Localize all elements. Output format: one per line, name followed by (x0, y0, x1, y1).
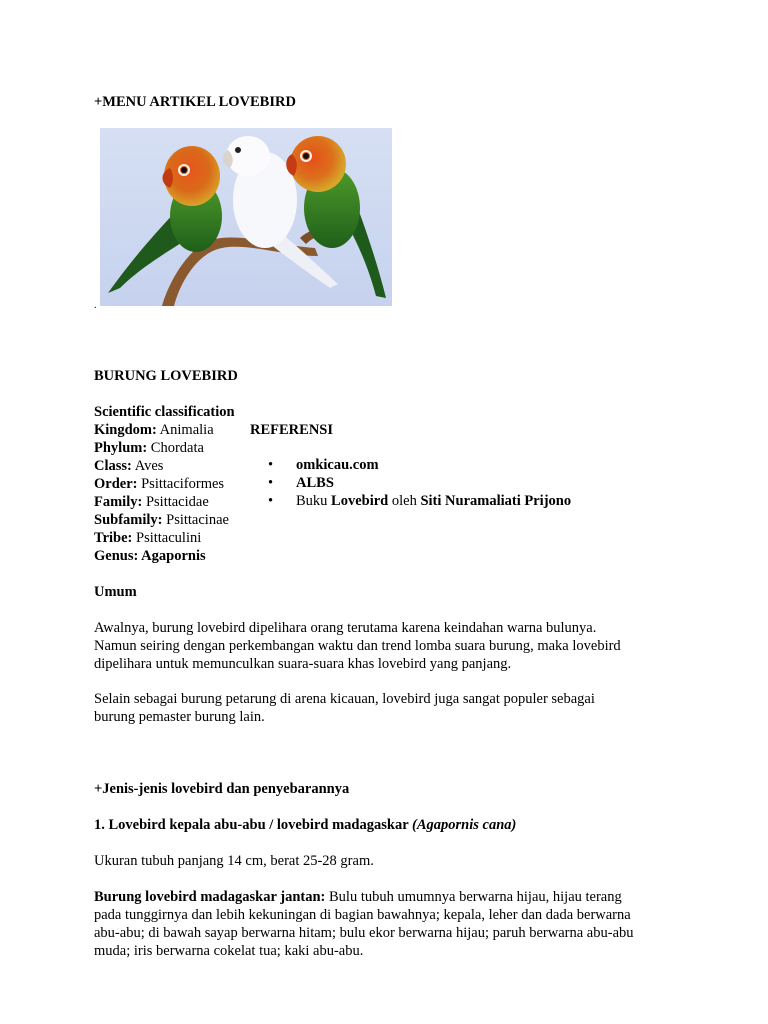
paragraph-line: burung pemaster burung lain. (94, 709, 265, 725)
umum-paragraph-1 (94, 619, 621, 673)
paragraph-line: abu-abu; di bawah sayap berwarna hitam; bulu ekor berwarna hijau; paruh berwarna abu-abu (94, 925, 634, 941)
classification-heading: Scientific classification (94, 404, 235, 420)
paragraph-line: muda; iris berwarna cokelat tua; kaki abu-abu. (94, 943, 364, 959)
menu-title: +MENU ARTIKEL LOVEBIRD (94, 94, 296, 110)
class-row-phylum: Phylum: Chordata (94, 440, 204, 456)
class-row-tribe: Tribe: Psittaculini (94, 530, 202, 546)
class-row-genus: Genus: Agapornis (94, 548, 206, 564)
class-row-kingdom: Kingdom: Animalia (94, 422, 214, 438)
section-title: BURUNG LOVEBIRD (94, 368, 238, 384)
species-title: 1. Lovebird kepala abu-abu / lovebird madagaskar (Agapornis cana) (94, 817, 517, 833)
paragraph-line: pada tunggirnya dan lebih kekuningan di bagian bawahnya; kepala, leher dan dada berwarna (94, 907, 631, 923)
class-row-family: Family: Psittacidae (94, 494, 209, 510)
references-list (250, 456, 571, 510)
paragraph-line: Awalnya, burung lovebird dipelihara orang terutama karena keindahan warna bulunya. (94, 620, 597, 636)
class-row-order: Order: Psittaciformes (94, 476, 225, 492)
photo-dot: . (94, 300, 97, 311)
classification-block (94, 403, 235, 565)
reference-item: • Buku Lovebird oleh Siti Nuramaliati Prijono (268, 493, 572, 509)
reference-item: • omkicau.com (268, 457, 379, 473)
paragraph-line: Selain sebagai burung petarung di arena kicauan, lovebird juga sangat populer sebagai (94, 691, 595, 707)
umum-heading: Umum (94, 584, 137, 600)
species-size: Ukuran tubuh panjang 14 cm, berat 25-28 gram. (94, 853, 374, 869)
umum-paragraph-2 (94, 690, 595, 726)
jenis-heading: +Jenis-jenis lovebird dan penyebarannya (94, 781, 350, 797)
male-description (94, 888, 634, 960)
lovebird-photo (100, 128, 392, 306)
class-row-subfamily: Subfamily: Psittacinae (94, 512, 229, 528)
paragraph-line: Namun seiring dengan perkembangan waktu dan trend lomba suara burung, maka lovebird (94, 638, 621, 654)
references-heading: REFERENSI (250, 422, 333, 438)
reference-item: • ALBS (268, 475, 334, 491)
class-row-class: Class: Aves (94, 458, 164, 474)
paragraph-line: dipelihara untuk memunculkan suara-suara khas lovebird yang panjang. (94, 656, 512, 672)
paragraph-line: Burung lovebird madagaskar jantan: Bulu tubuh umumnya berwarna hijau, hijau terang (94, 889, 622, 905)
